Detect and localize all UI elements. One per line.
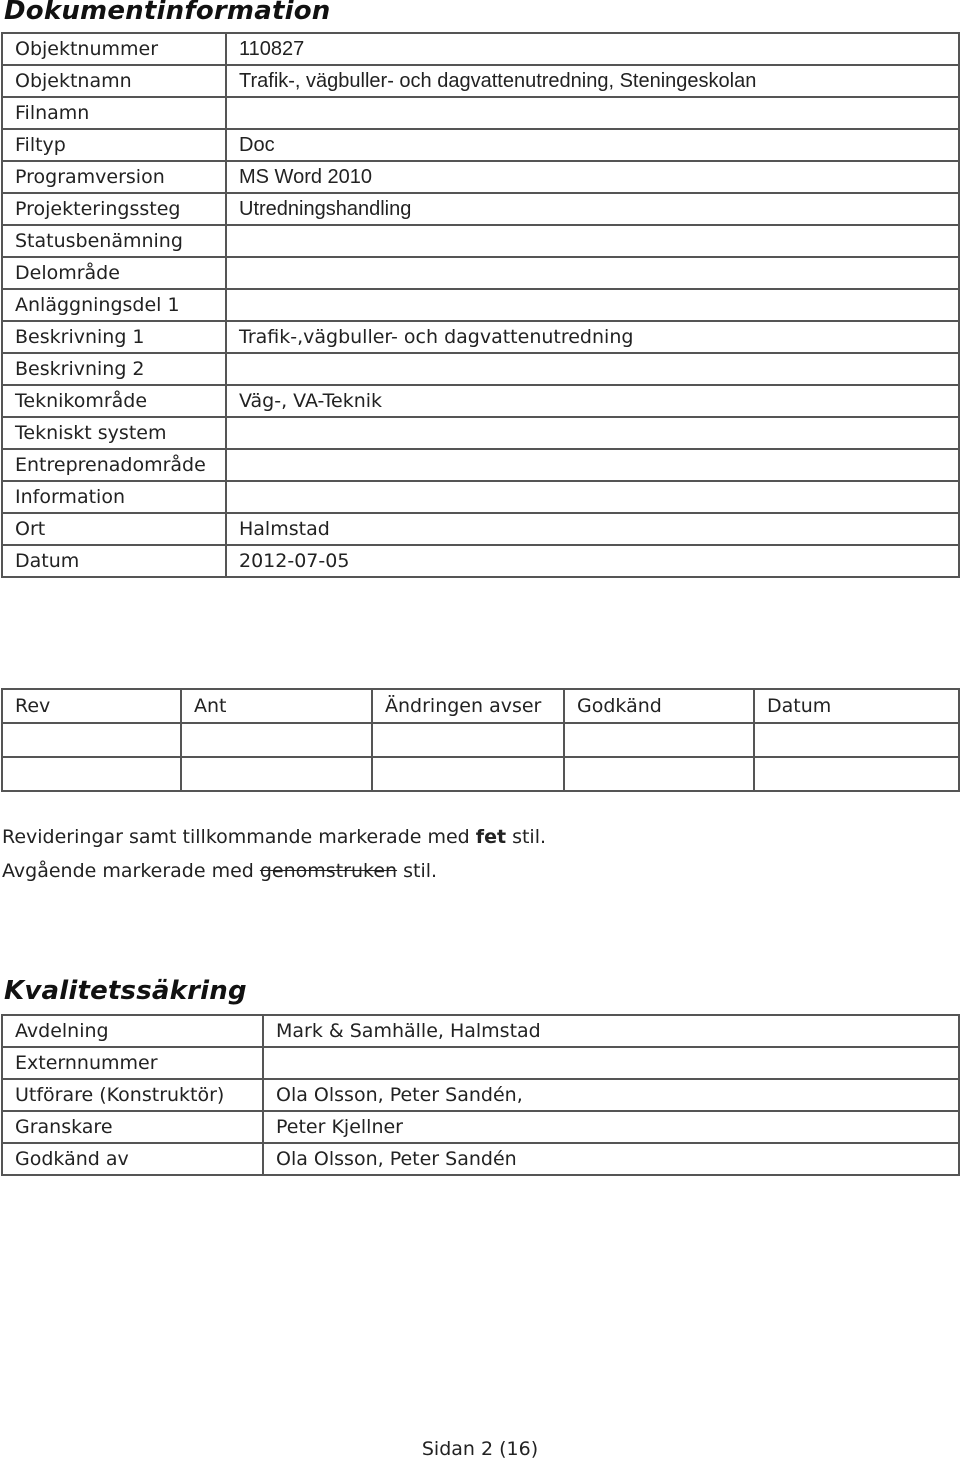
table-cell	[564, 723, 754, 757]
label-statusbenamning: Statusbenämning	[2, 225, 226, 257]
note-text: stil.	[397, 860, 438, 882]
table-row	[2, 513, 959, 545]
label-beskrivning-1: Beskrivning 1	[2, 321, 226, 353]
value-entreprenadomrade	[226, 449, 959, 481]
label-avdelning: Avdelning	[2, 1015, 263, 1047]
label-externnummer: Externnummer	[2, 1047, 263, 1079]
header-godkand: Godkänd	[564, 689, 754, 723]
value-beskrivning-1: Trafik-,vägbuller- och dagvattenutredning	[226, 321, 959, 353]
label-beskrivning-2: Beskrivning 2	[2, 353, 226, 385]
table-row	[2, 723, 959, 757]
note-text: Revideringar samt tillkommande markerade med	[2, 826, 476, 848]
table-row	[2, 1143, 959, 1175]
revision-note-bold	[2, 826, 546, 848]
table-cell	[181, 757, 372, 791]
value-projekteringssteg: Utredningshandling	[226, 193, 959, 225]
label-information: Information	[2, 481, 226, 513]
value-information	[226, 481, 959, 513]
label-godkand-av: Godkänd av	[2, 1143, 263, 1175]
table-cell	[754, 757, 959, 791]
label-datum: Datum	[2, 545, 226, 577]
table-row	[2, 289, 959, 321]
revision-note-strike	[2, 860, 437, 882]
label-filtyp: Filtyp	[2, 129, 226, 161]
note-text: stil.	[506, 826, 547, 848]
value-filtyp: Doc	[226, 129, 959, 161]
table-cell	[2, 723, 181, 757]
page-number: Sidan 2 (16)	[421, 1438, 539, 1460]
label-objektnamn: Objektnamn	[2, 65, 226, 97]
value-beskrivning-2	[226, 353, 959, 385]
table-row	[2, 129, 959, 161]
label-entreprenadomrade: Entreprenadområde	[2, 449, 226, 481]
label-tekniskt-system: Tekniskt system	[2, 417, 226, 449]
document-info-heading: Dokumentinformation	[4, 0, 331, 26]
note-text: Avgående markerade med	[2, 860, 260, 882]
table-cell	[181, 723, 372, 757]
label-ort: Ort	[2, 513, 226, 545]
table-row	[2, 1111, 959, 1143]
note-strike-word: genomstruken	[259, 860, 398, 882]
label-projekteringssteg: Projekteringssteg	[2, 193, 226, 225]
table-row	[2, 1079, 959, 1111]
value-programversion: MS Word 2010	[226, 161, 959, 193]
value-statusbenamning	[226, 225, 959, 257]
value-avdelning: Mark & Samhälle, Halmstad	[263, 1015, 959, 1047]
table-row	[2, 545, 959, 577]
label-granskare: Granskare	[2, 1111, 263, 1143]
table-row	[2, 257, 959, 289]
label-programversion: Programversion	[2, 161, 226, 193]
value-objektnummer: 110827	[226, 33, 959, 65]
quality-assurance-table	[1, 1014, 960, 1176]
note-bold-word: fet	[475, 826, 507, 848]
label-teknikomrade: Teknikområde	[2, 385, 226, 417]
table-cell	[372, 757, 564, 791]
table-row	[2, 757, 959, 791]
table-cell	[2, 757, 181, 791]
table-header-row	[2, 689, 959, 723]
value-datum: 2012-07-05	[226, 545, 959, 577]
table-row	[2, 1047, 959, 1079]
label-delomrade: Delområde	[2, 257, 226, 289]
label-filnamn: Filnamn	[2, 97, 226, 129]
page-footer	[0, 1438, 960, 1460]
table-row	[2, 33, 959, 65]
table-cell	[372, 723, 564, 757]
value-granskare: Peter Kjellner	[263, 1111, 959, 1143]
table-row	[2, 417, 959, 449]
value-filnamn	[226, 97, 959, 129]
value-utforare: Ola Olsson, Peter Sandén,	[263, 1079, 959, 1111]
label-objektnummer: Objektnummer	[2, 33, 226, 65]
table-row	[2, 65, 959, 97]
table-row	[2, 225, 959, 257]
document-info-table	[1, 32, 960, 578]
table-cell	[754, 723, 959, 757]
table-row	[2, 449, 959, 481]
table-row	[2, 353, 959, 385]
value-anlaggningsdel	[226, 289, 959, 321]
value-tekniskt-system	[226, 417, 959, 449]
value-externnummer	[263, 1047, 959, 1079]
table-row	[2, 481, 959, 513]
quality-assurance-heading: Kvalitetssäkring	[4, 976, 247, 1006]
table-row	[2, 193, 959, 225]
table-row	[2, 385, 959, 417]
header-rev: Rev	[2, 689, 181, 723]
table-cell	[564, 757, 754, 791]
value-teknikomrade: Väg-, VA-Teknik	[226, 385, 959, 417]
label-utforare: Utförare (Konstruktör)	[2, 1079, 263, 1111]
header-datum: Datum	[754, 689, 959, 723]
value-delomrade	[226, 257, 959, 289]
header-andringen-avser: Ändringen avser	[372, 689, 564, 723]
value-ort: Halmstad	[226, 513, 959, 545]
revision-table	[1, 688, 960, 792]
table-row	[2, 161, 959, 193]
table-row	[2, 321, 959, 353]
value-objektnamn: Trafik-, vägbuller- och dagvattenutredning, Steningeskolan	[226, 65, 959, 97]
table-row	[2, 97, 959, 129]
header-ant: Ant	[181, 689, 372, 723]
label-anlaggningsdel: Anläggningsdel 1	[2, 289, 226, 321]
value-godkand-av: Ola Olsson, Peter Sandén	[263, 1143, 959, 1175]
table-row	[2, 1015, 959, 1047]
